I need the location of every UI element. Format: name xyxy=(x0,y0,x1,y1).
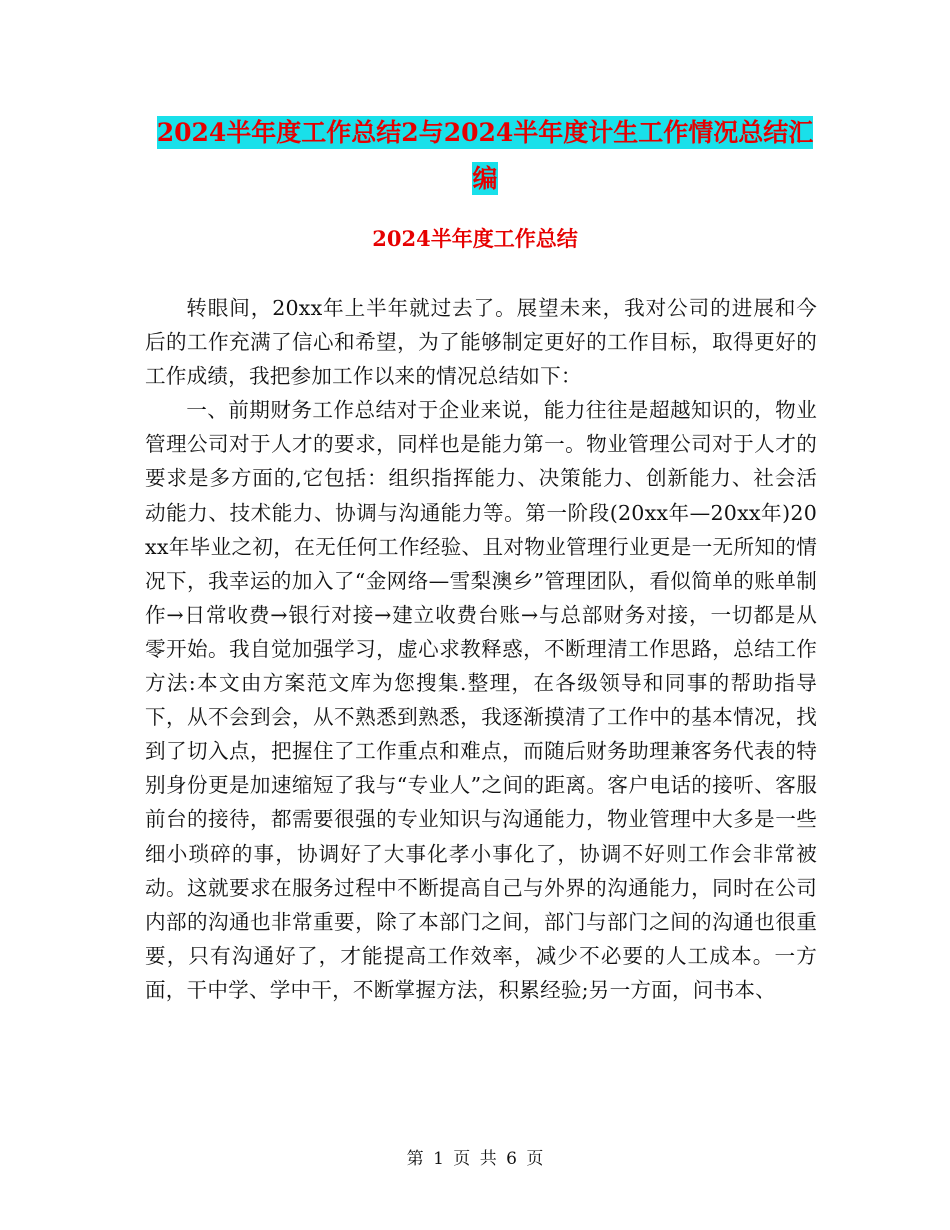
page-footer: 第 1 页 共 6 页 xyxy=(406,1149,544,1169)
paragraph-intro: 转眼间，20xx年上半年就过去了。展望未来，我对公司的进展和今后的工作充满了信心和希望，为了能够制定更好的工作目标，取得更好的工作成绩，我把参加工作以来的情况总结如下： xyxy=(145,296,817,389)
document-title xyxy=(150,110,820,202)
document-body xyxy=(145,291,817,1007)
document-title-text: 2024半年度工作总结2与2024半年度计生工作情况总结汇编 xyxy=(156,118,814,193)
section-heading: 2024半年度工作总结 xyxy=(372,226,578,251)
paragraph-finance-summary: 一、前期财务工作总结对于企业来说，能力往往是超越知识的，物业管理公司对于人才的要求，同样也是能力第一。物业管理公司对于人才的要求是多方面的,它包括：组织指挥能力、决策能力、创新能力、社会活动能力、技术能力、协调与沟通能力等。第一阶段(20xx年—20xx年)20xx年毕业之初，在无任何工作经验、且对物业管理行业更是一无所知的情况下，我幸运的加入了“金网络—雪梨澳乡”管理团队，看似简单的账单制作→日常收费→银行对接→建立收费台账→与总部财务对接，一切都是从零开始。我自觉加强学习，虚心求教释惑，不断理清工作思路，总结工作方法:本文由方案范文库为您搜集.整理，在各级领导和同事的帮助指导下，从不会到会，从不熟悉到熟悉，我逐渐摸清了工作中的基本情况，找到了切入点，把握住了工作重点和难点，而随后财务助理兼客务代表的特别身份更是加速缩短了我与“专业人”之间的距离。客户电话的接听、客服前台的接待，都需要很强的专业知识与沟通能力，物业管理中大多是一些细小琐碎的事，协调好了大事化孝小事化了，协调不好则工作会非常被动。这就要求在服务过程中不断提高自己与外界的沟通能力，同时在公司内部的沟通也非常重要，除了本部门之间，部门与部门之间的沟通也很重要，只有沟通好了，才能提高工作效率，减少不必要的人工成本。一方面，干中学、学中干，不断掌握方法，积累经验;另一方面，问书本、 xyxy=(145,398,817,1002)
